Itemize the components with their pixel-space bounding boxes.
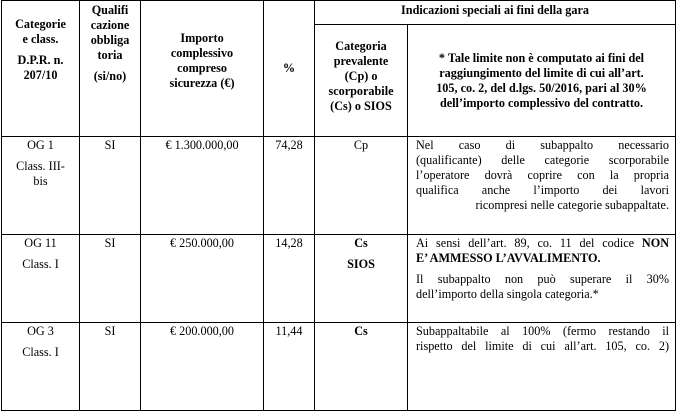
obbligatoria-value: SI: [104, 236, 116, 250]
cell-obbligatoria: [80, 137, 141, 235]
header-percent-label: %: [282, 61, 296, 75]
header-qualificazione-line: cazione: [90, 18, 130, 32]
categoria-class: bis: [33, 174, 48, 188]
indicazioni-line: Subappaltabile al 100% (fermo restando il: [416, 324, 669, 338]
categoria-code: OG 3: [27, 324, 54, 338]
indicazioni-line: Il subappalto non può superare il 30%: [416, 272, 669, 286]
indicazioni-bold: E’ AMMESSO L’AVVALIMENTO.: [416, 251, 601, 265]
header-categoria-prevalente: [315, 25, 408, 137]
indicazioni-line: dell’importo della singola categoria.*: [416, 287, 599, 301]
header-indicazioni-label: Indicazioni speciali ai fini della gara: [401, 3, 589, 17]
header-row-top: [2, 1, 676, 25]
categoria-class: Class. I: [22, 345, 59, 359]
header-qualificazione-line: obbliga: [90, 33, 130, 47]
cell-indicazioni: [408, 323, 676, 411]
header-cp-line: Categoria: [335, 39, 387, 53]
header-importo-line: compreso: [177, 61, 227, 75]
obbligatoria-value: SI: [104, 138, 116, 152]
header-importo-line: sicurezza (€): [169, 76, 235, 90]
header-note-line: 105, co. 2, del d.lgs. 50/2016, pari al 30%: [436, 81, 647, 95]
header-qualificazione: [80, 1, 141, 137]
importo-value: € 1.300.000,00: [165, 138, 239, 152]
table-row: [2, 235, 676, 323]
cell-tipo: [315, 235, 408, 323]
indicazioni-bold: NON: [641, 236, 670, 250]
header-note-line: * Tale limite non è computato ai fini del: [438, 51, 645, 65]
percent-value: 11,44: [275, 324, 303, 338]
cell-percent: [264, 323, 315, 411]
header-cp-line: scorporabile: [328, 84, 394, 98]
importo-value: € 200.000,00: [170, 324, 234, 338]
cell-obbligatoria: [80, 235, 141, 323]
cell-importo: [141, 137, 264, 235]
header-note: [408, 25, 676, 137]
header-categorie: [2, 1, 80, 137]
indicazioni-line: (qualificante) delle categorie scorporabile: [416, 153, 669, 167]
percent-value: 74,28: [275, 138, 303, 152]
header-cp-line: (Cs) o SIOS: [330, 99, 392, 113]
categoria-class: Class. III-: [16, 159, 65, 173]
importo-value: € 250.000,00: [170, 236, 234, 250]
header-note-line: raggiungimento del limite di cui all’art.: [439, 66, 644, 80]
header-importo-line: Importo: [180, 31, 224, 45]
cell-tipo: [315, 323, 408, 411]
categoria-code: OG 11: [24, 236, 57, 250]
tipo-value: Cs: [354, 324, 368, 338]
cell-categoria: [2, 137, 80, 235]
header-categorie-line: Categorie: [15, 17, 66, 31]
header-importo: [141, 1, 264, 137]
tipo-value: Cp: [353, 138, 369, 152]
obbligatoria-value: SI: [104, 324, 116, 338]
header-categorie-line: 207/10: [23, 68, 58, 82]
header-categorie-line: D.P.R. n.: [17, 53, 64, 67]
header-qualificazione-line: toria: [97, 48, 123, 62]
header-cp-line: (Cp) o: [344, 69, 378, 83]
tipo-value: SIOS: [347, 257, 375, 271]
cell-obbligatoria: [80, 323, 141, 411]
cell-importo: [141, 323, 264, 411]
cell-indicazioni: [408, 137, 676, 235]
gara-categories-table: [1, 0, 676, 411]
cell-percent: [264, 235, 315, 323]
categoria-code: OG 1: [27, 138, 54, 152]
cell-tipo: [315, 137, 408, 235]
percent-value: 14,28: [275, 236, 303, 250]
table-row: [2, 137, 676, 235]
header-categorie-line: e class.: [22, 32, 59, 46]
header-note-line: dell’importo complessivo del contratto.: [439, 96, 644, 110]
indicazioni-line: ricompresi nelle categorie subappaltate.: [475, 198, 669, 212]
indicazioni-line: Nel caso di subappalto necessario: [416, 138, 669, 152]
header-cp-line: prevalente: [333, 54, 389, 68]
indicazioni-text: Ai sensi dell’art. 89, co. 11 del codice: [416, 236, 635, 250]
header-indicazioni: [315, 1, 676, 25]
indicazioni-line: l’operatore dovrà coprire con la propria: [416, 168, 669, 182]
cell-importo: [141, 235, 264, 323]
categoria-class: Class. I: [22, 257, 59, 271]
tipo-value: Cs: [354, 236, 368, 250]
table-row: [2, 323, 676, 411]
header-percent: [264, 1, 315, 137]
cell-indicazioni: [408, 235, 676, 323]
cell-categoria: [2, 323, 80, 411]
indicazioni-line: rispetto del limite di cui all’art. 105, co. 2): [416, 339, 669, 353]
header-qualificazione-line: Qualifi: [91, 3, 129, 17]
indicazioni-line: qualifica anche l’importo dei lavori: [416, 183, 669, 197]
header-qualificazione-sub: (si/no): [93, 69, 127, 83]
header-importo-line: complessivo: [170, 46, 234, 60]
cell-percent: [264, 137, 315, 235]
cell-categoria: [2, 235, 80, 323]
